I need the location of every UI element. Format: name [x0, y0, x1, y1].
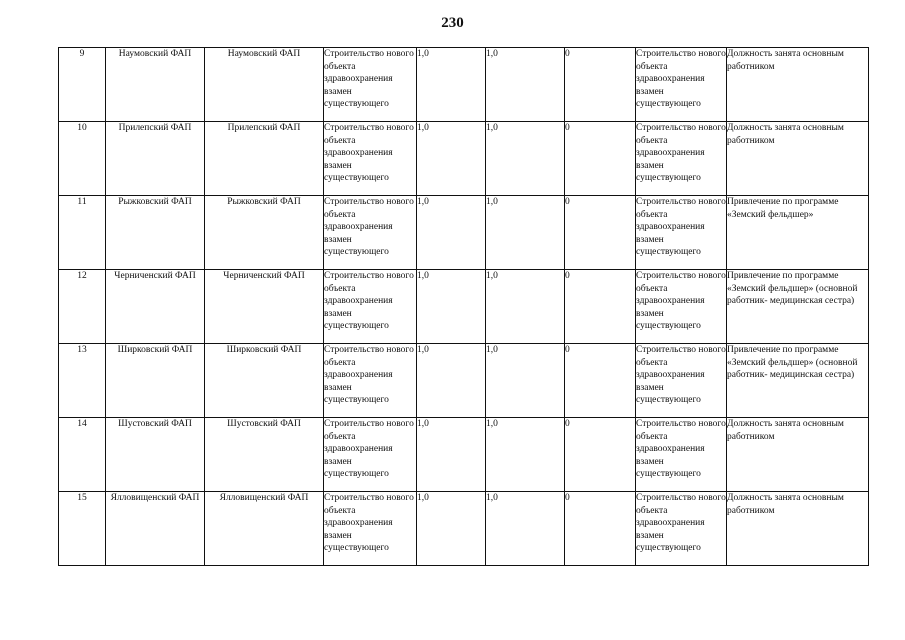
facility-table: [58, 47, 869, 566]
value-2: 1,0: [486, 196, 565, 270]
table-row: [59, 48, 869, 122]
planned-work: Строительство нового объекта здравоохранения взамен существующего: [324, 492, 417, 566]
value-1: 1,0: [417, 196, 486, 270]
value-1: 1,0: [417, 344, 486, 418]
row-number: 9: [59, 48, 106, 122]
facility-name-alt: Наумовский ФАП: [205, 48, 324, 122]
planned-work-2: Строительство нового объекта здравоохранения взамен существующего: [636, 492, 727, 566]
facility-name-alt: Ялловищенский ФАП: [205, 492, 324, 566]
value-3: 0: [565, 122, 636, 196]
planned-work-2: Строительство нового объекта здравоохранения взамен существующего: [636, 270, 727, 344]
value-3: 0: [565, 270, 636, 344]
value-1: 1,0: [417, 418, 486, 492]
facility-name: Черничeнский ФАП: [106, 270, 205, 344]
planned-work-2: Строительство нового объекта здравоохранения взамен существующего: [636, 48, 727, 122]
value-1: 1,0: [417, 270, 486, 344]
value-1: 1,0: [417, 122, 486, 196]
value-1: 1,0: [417, 48, 486, 122]
note: Привлечение по программе «Земский фельдшер» (основной работник- медицинская сестра): [727, 270, 869, 344]
value-2: 1,0: [486, 122, 565, 196]
value-1: 1,0: [417, 492, 486, 566]
value-3: 0: [565, 344, 636, 418]
facility-name-alt: Шустовский ФАП: [205, 418, 324, 492]
table-row: [59, 122, 869, 196]
note: Привлечение по программе «Земский фельдшер» (основной работник- медицинская сестра): [727, 344, 869, 418]
row-number: 10: [59, 122, 106, 196]
planned-work-2: Строительство нового объекта здравоохранения взамен существующего: [636, 344, 727, 418]
value-2: 1,0: [486, 344, 565, 418]
value-2: 1,0: [486, 270, 565, 344]
planned-work: Строительство нового объекта здравоохранения взамен существующего: [324, 418, 417, 492]
facility-name: Прилепский ФАП: [106, 122, 205, 196]
value-3: 0: [565, 48, 636, 122]
value-2: 1,0: [486, 418, 565, 492]
row-number: 12: [59, 270, 106, 344]
table-row: [59, 418, 869, 492]
facility-name: Рыжковский ФАП: [106, 196, 205, 270]
value-3: 0: [565, 196, 636, 270]
note: Должность занята основным работником: [727, 48, 869, 122]
note: Должность занята основным работником: [727, 122, 869, 196]
row-number: 13: [59, 344, 106, 418]
facility-name-alt: Черничeнский ФАП: [205, 270, 324, 344]
planned-work: Строительство нового объекта здравоохранения взамен существующего: [324, 122, 417, 196]
facility-name: Ялловищенский ФАП: [106, 492, 205, 566]
planned-work: Строительство нового объекта здравоохранения взамен существующего: [324, 344, 417, 418]
planned-work-2: Строительство нового объекта здравоохранения взамен существующего: [636, 196, 727, 270]
row-number: 15: [59, 492, 106, 566]
note: Привлечение по программе «Земский фельдшер»: [727, 196, 869, 270]
table-row: [59, 492, 869, 566]
value-2: 1,0: [486, 48, 565, 122]
facility-name: Шустовский ФАП: [106, 418, 205, 492]
note: Должность занята основным работником: [727, 418, 869, 492]
value-2: 1,0: [486, 492, 565, 566]
facility-name-alt: Рыжковский ФАП: [205, 196, 324, 270]
page-number: 230: [441, 15, 464, 31]
row-number: 11: [59, 196, 106, 270]
value-3: 0: [565, 492, 636, 566]
planned-work: Строительство нового объекта здравоохранения взамен существующего: [324, 48, 417, 122]
planned-work: Строительство нового объекта здравоохранения взамен существующего: [324, 196, 417, 270]
value-3: 0: [565, 418, 636, 492]
facility-name-alt: Ширковский ФАП: [205, 344, 324, 418]
planned-work-2: Строительство нового объекта здравоохранения взамен существующего: [636, 122, 727, 196]
table-row: [59, 344, 869, 418]
facility-name: Наумовский ФАП: [106, 48, 205, 122]
row-number: 14: [59, 418, 106, 492]
facility-name: Ширковский ФАП: [106, 344, 205, 418]
planned-work-2: Строительство нового объекта здравоохранения взамен существующего: [636, 418, 727, 492]
table-row: [59, 270, 869, 344]
note: Должность занята основным работником: [727, 492, 869, 566]
planned-work: Строительство нового объекта здравоохранения взамен существующего: [324, 270, 417, 344]
table-row: [59, 196, 869, 270]
facility-name-alt: Прилепский ФАП: [205, 122, 324, 196]
